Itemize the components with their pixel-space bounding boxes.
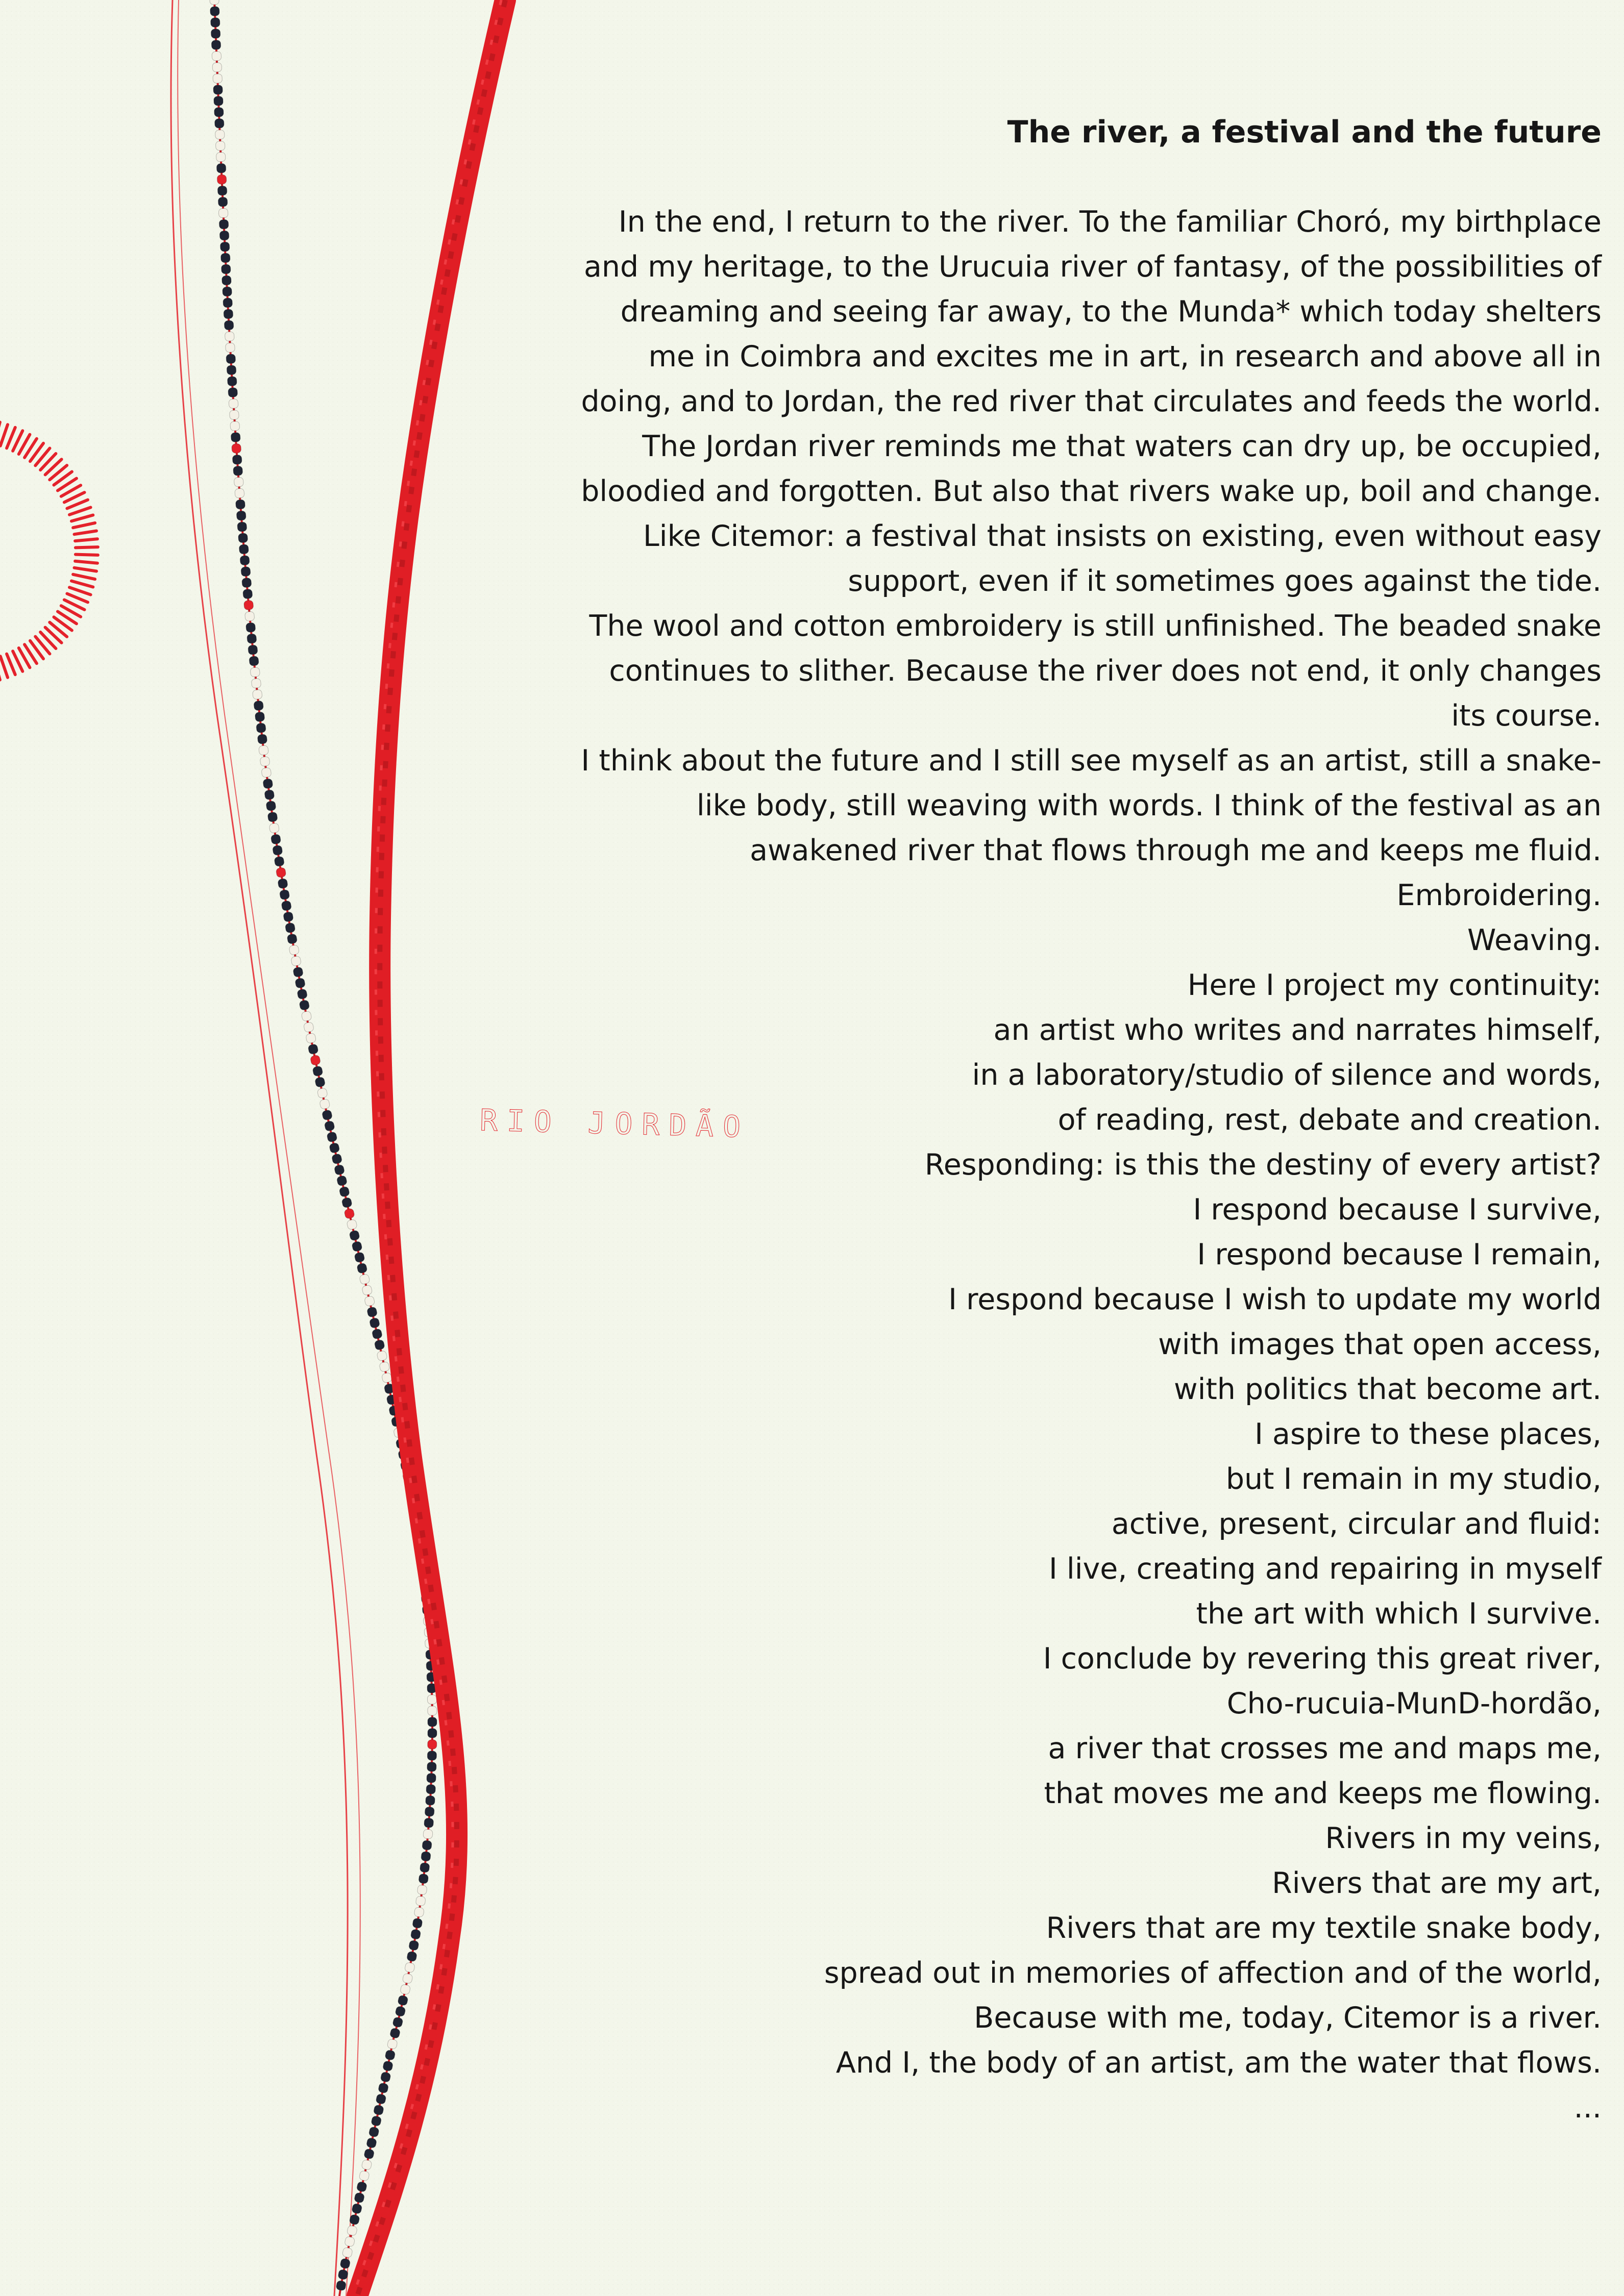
bead [407, 1951, 417, 1962]
bead [270, 834, 281, 844]
text-line: active, present, circular and fluid: [1111, 1507, 1602, 1541]
stitch [67, 500, 88, 509]
bead [426, 1784, 436, 1794]
bead [237, 522, 247, 532]
stitch [75, 561, 97, 563]
stitch [75, 539, 97, 541]
bead [254, 701, 264, 711]
text-line: ... [1573, 2091, 1602, 2125]
bead [259, 745, 269, 756]
bead [331, 1154, 342, 1165]
text-line: Like Citemor: a festival that insists on existing, even without easy [643, 519, 1602, 553]
bead [210, 0, 219, 5]
bead [427, 1762, 437, 1772]
bead [232, 443, 241, 453]
bead [378, 2083, 388, 2093]
bead [336, 1175, 348, 1186]
text-line: Cho-rucuia-MunD-hordão, [1226, 1687, 1602, 1720]
bead [314, 1077, 325, 1087]
bead [341, 1197, 353, 1208]
bead [301, 1011, 312, 1021]
bead [223, 287, 232, 296]
bead [322, 1110, 332, 1120]
bead [225, 343, 235, 353]
bead [427, 1773, 436, 1783]
bead [428, 1717, 437, 1727]
body-text [479, 199, 1602, 2130]
bead [227, 377, 237, 386]
text-line: The Jordan river reminds me that waters can dry up, be occupied, [642, 430, 1602, 463]
stitch [67, 594, 88, 603]
text-line: the art with which I survive. [1196, 1597, 1602, 1631]
text-line: continues to slither. Because the river does not end, it only changes [609, 654, 1602, 688]
bead [385, 2050, 396, 2060]
bead [263, 779, 273, 789]
bead [428, 1706, 437, 1715]
text-line: and my heritage, to the Urucuia river of fantasy, of the possibilities of [583, 250, 1602, 284]
bead-string-base [214, 0, 432, 2296]
bead [267, 812, 278, 822]
bead [319, 1099, 330, 1109]
bead [392, 2017, 404, 2028]
bead [229, 399, 238, 409]
text-line: I conclude by revering this great river, [1043, 1642, 1602, 1676]
bead [382, 2061, 393, 2072]
bead [245, 622, 256, 633]
bead [215, 130, 225, 139]
bead [225, 332, 234, 341]
bead [371, 2115, 382, 2126]
bead [222, 276, 231, 285]
bead [395, 2006, 406, 2017]
bead [279, 889, 290, 900]
bead [425, 1807, 434, 1816]
bead [210, 18, 220, 28]
stitch [75, 531, 97, 535]
bead [295, 978, 306, 988]
bead [224, 320, 234, 330]
bead [415, 1896, 426, 1906]
text-line: I respond because I wish to update my world [948, 1283, 1602, 1316]
bead [426, 1795, 435, 1805]
bead [402, 1973, 413, 1984]
bead [421, 1852, 431, 1862]
bead [344, 1208, 355, 1219]
text-line: Responding: is this the destiny of every artist? [924, 1148, 1602, 1182]
stitch [1, 425, 8, 446]
bead [216, 152, 226, 162]
bead [234, 477, 243, 487]
bead [287, 934, 298, 944]
stitch [69, 507, 91, 514]
bead [414, 1907, 424, 1917]
bead [231, 432, 240, 442]
bead [368, 2127, 379, 2137]
bead [424, 1818, 434, 1828]
bead [273, 845, 283, 856]
bead [269, 823, 279, 833]
bead [228, 388, 238, 397]
bead [373, 2105, 384, 2115]
bead [233, 466, 243, 476]
text-line: I live, creating and repairing in myself [1048, 1552, 1602, 1586]
bead [354, 1252, 365, 1263]
text-line: Weaving. [1467, 924, 1602, 957]
stitch [7, 654, 15, 675]
bead [257, 734, 267, 744]
bead [387, 2039, 398, 2050]
bead [243, 600, 254, 610]
text-line: I aspire to these places, [1254, 1417, 1602, 1451]
text-line: an artist who writes and narrates himself, [993, 1013, 1602, 1047]
bead [293, 967, 304, 978]
text-line: me in Coimbra and excites me in art, in research and above all in [648, 340, 1602, 373]
bead [324, 1120, 335, 1131]
rio-jordao-embroidered-label: RIO JORDÃO [479, 1103, 751, 1144]
stitch [75, 568, 97, 571]
bead [218, 208, 228, 218]
bead [327, 1132, 337, 1142]
bead [226, 354, 236, 364]
bead [359, 2170, 370, 2181]
text-line: Rivers that are my art, [1272, 1866, 1602, 1900]
bead [342, 2247, 353, 2258]
bead [289, 944, 300, 955]
bead [229, 410, 239, 420]
bead [356, 2181, 367, 2192]
bead [223, 298, 233, 308]
bead [218, 197, 228, 207]
bead [220, 253, 230, 263]
bead [317, 1088, 328, 1099]
bead [419, 1874, 429, 1884]
stitch [69, 587, 91, 594]
bead [224, 309, 233, 319]
bead [242, 578, 252, 587]
bead [264, 790, 275, 800]
text-line: The wool and cotton embroidery is still unfinished. The beaded snake [589, 609, 1602, 643]
text-line: with politics that become art. [1174, 1372, 1602, 1406]
bead [215, 141, 225, 151]
text-line: doing, and to Jordan, the red river that circulates and feeds the world. [581, 385, 1602, 418]
bead [347, 1219, 358, 1230]
bead [255, 712, 265, 722]
text-line: In the end, I return to the river. To the familiar Choró, my birthplace [618, 205, 1602, 239]
bead [235, 488, 244, 498]
bead [381, 1372, 392, 1383]
bead [260, 756, 270, 766]
bead [308, 1044, 318, 1055]
bead [362, 1285, 373, 1296]
text-line: dreaming and seeing far away, to the Munda* which today shelters [620, 295, 1602, 329]
text-line: Rivers in my veins, [1325, 1821, 1602, 1855]
bead [369, 1317, 380, 1329]
bead [230, 421, 240, 431]
bead [240, 556, 250, 565]
bead [352, 2203, 362, 2214]
bead [349, 1230, 360, 1241]
text-line: of reading, rest, debate and creation. [1057, 1103, 1602, 1137]
bead [214, 118, 224, 128]
bead [404, 1962, 415, 1973]
bead [235, 500, 245, 509]
stitch [73, 523, 95, 528]
bead [299, 1000, 310, 1010]
bead [252, 689, 262, 700]
bead [427, 1695, 436, 1704]
bead [232, 455, 242, 464]
text-line: awakened river that flows through me and keeps me fluid. [750, 834, 1602, 867]
bead [400, 1984, 410, 1995]
bead [379, 1361, 390, 1372]
bead [374, 1339, 385, 1351]
bead [210, 7, 220, 16]
bead [276, 867, 286, 878]
page-title: The river, a festival and the future [1007, 114, 1602, 150]
bead [303, 1022, 314, 1033]
text-line: in a laboratory/studio of silence and words, [972, 1058, 1602, 1092]
bead [211, 29, 220, 39]
text-line: Because with me, today, Citemor is a river. [974, 2001, 1602, 2035]
bead [214, 107, 224, 117]
bead [361, 2159, 372, 2170]
bead [339, 1186, 350, 1197]
beaded-snake [210, 0, 437, 2291]
bead [366, 2137, 377, 2148]
bead [216, 163, 226, 173]
bead [283, 912, 294, 922]
bead [227, 365, 236, 375]
bead [278, 878, 288, 889]
bead [398, 1995, 409, 2006]
thin-red-thread-outer [171, 0, 348, 2296]
text-line: with images that open access, [1158, 1328, 1602, 1361]
bead [211, 40, 221, 50]
bead [243, 589, 253, 599]
bead [363, 2149, 374, 2159]
bead [212, 52, 222, 61]
bead [291, 956, 302, 966]
bead [410, 1929, 421, 1940]
bead [244, 611, 255, 621]
bead [285, 922, 296, 933]
bead [266, 801, 276, 811]
bead [412, 1918, 423, 1929]
text-line: spread out in memories of affection and of the world, [824, 1956, 1602, 1990]
bead [241, 566, 251, 576]
bead [347, 2225, 357, 2236]
stitch [71, 581, 93, 587]
bead [422, 1840, 432, 1851]
bead [238, 533, 248, 543]
text-line: Rivers that are my textile snake body, [1046, 1911, 1602, 1945]
bead [420, 1862, 430, 1873]
text-line: a river that crosses me and maps me, [1048, 1732, 1602, 1765]
text-line: I think about the future and I still see myself as an artist, still a snake- [581, 744, 1602, 778]
bead [219, 219, 229, 229]
bead [408, 1940, 419, 1951]
bead [250, 667, 260, 678]
text-line: like body, still weaving with words. I think of the festival as an [696, 789, 1602, 822]
bead [336, 2280, 347, 2291]
bead [389, 2028, 401, 2039]
bead [427, 1751, 436, 1760]
stitch [71, 515, 93, 521]
bead [256, 723, 266, 733]
bead [334, 1164, 345, 1176]
bead [274, 856, 285, 867]
text-line: Embroidering. [1396, 879, 1602, 912]
bead [247, 634, 257, 644]
text-column [479, 110, 1602, 2130]
bead [428, 1729, 437, 1738]
bead [217, 174, 227, 184]
bead [236, 511, 246, 520]
bead [212, 63, 222, 72]
bead [423, 1829, 433, 1839]
text-line: support, even if it sometimes goes against the tide. [848, 564, 1602, 598]
bead [364, 1295, 375, 1307]
bead [345, 2236, 355, 2247]
bead [366, 1307, 378, 1318]
bead [281, 901, 292, 911]
bead [213, 85, 223, 95]
text-line: that moves me and keeps me flowing. [1044, 1777, 1602, 1810]
bead [376, 2093, 386, 2104]
bead [251, 678, 261, 688]
bead [359, 1274, 371, 1285]
text-line: its course. [1451, 699, 1602, 733]
bead [214, 96, 224, 106]
stitch [7, 428, 15, 448]
bead [249, 656, 259, 666]
bead [372, 1329, 383, 1340]
text-line: I respond because I remain, [1197, 1238, 1602, 1271]
bead [261, 767, 272, 778]
bead [312, 1066, 323, 1077]
bead [417, 1885, 427, 1895]
bead [306, 1033, 316, 1043]
bead [340, 2258, 351, 2269]
text-line: but I remain in my studio, [1225, 1462, 1602, 1496]
bead [380, 2072, 391, 2082]
bead [248, 645, 258, 655]
text-line: bloodied and forgotten. But also that rivers wake up, boil and change. [581, 475, 1602, 508]
bead [377, 1351, 387, 1361]
bead [213, 74, 223, 84]
bead [239, 544, 249, 554]
bead [329, 1142, 340, 1153]
paragraph [479, 199, 1602, 2130]
bead [219, 231, 229, 240]
bead [357, 1263, 368, 1274]
bead [352, 1241, 363, 1252]
bead [310, 1055, 321, 1065]
bead [220, 242, 230, 252]
bead [217, 186, 227, 195]
bead [221, 264, 231, 274]
bead [354, 2192, 364, 2203]
text-line: Here I project my continuity: [1187, 968, 1602, 1002]
text-line: I respond because I survive, [1193, 1193, 1602, 1227]
red-stitched-arc [0, 420, 98, 682]
text-line: And I, the body of an artist, am the water that flows. [835, 2046, 1602, 2080]
stitch [1, 656, 8, 678]
stitch [73, 575, 95, 579]
bead [297, 989, 308, 1000]
bead [428, 1740, 437, 1749]
